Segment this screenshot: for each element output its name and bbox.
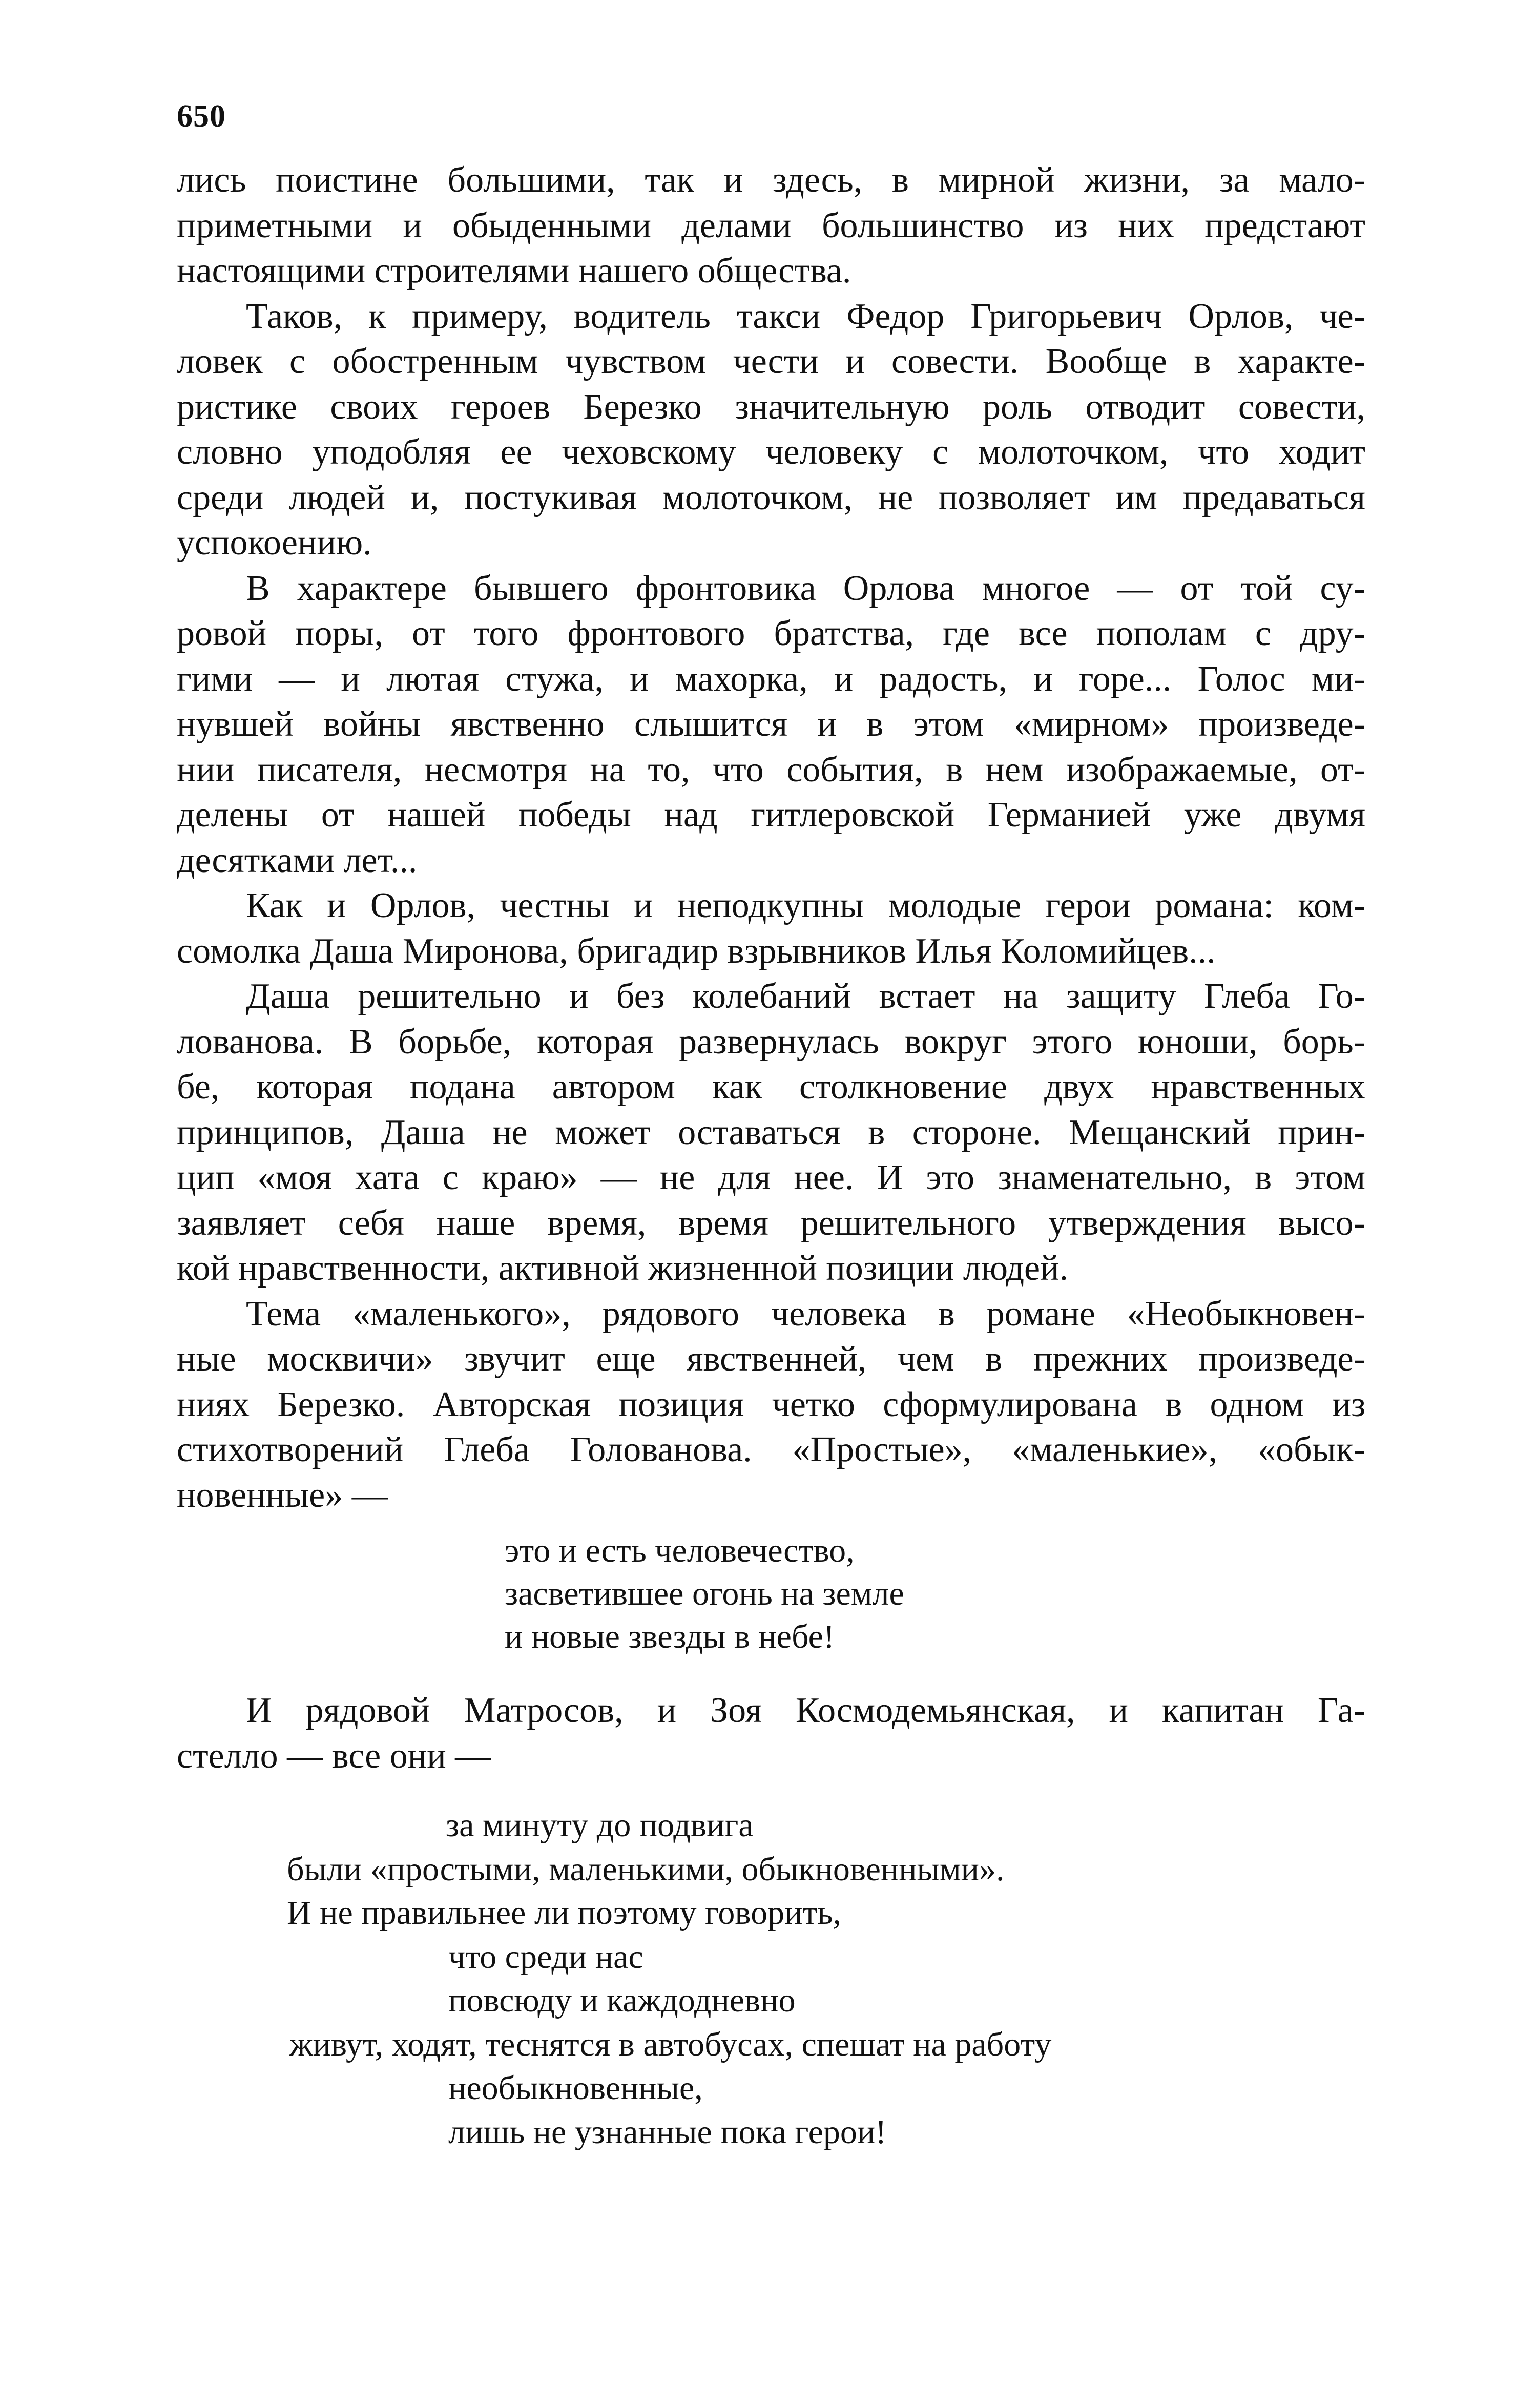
verse-line: лишь не узнанные пока герои! [448,2113,887,2151]
text-line: лованова. В борьбе, которая развернулась вокруг этого юноши, борь- [177,1022,1365,1062]
text-line: стихотворений Глеба Голованова. «Простые», «маленькие», «обык- [177,1430,1365,1469]
text-line: гими — и лютая стужа, и махорка, и радость, и горе... Голос ми- [177,659,1365,699]
verse-line: повсюду и каждодневно [448,1982,796,2019]
text-line: ровой поры, от того фронтового братства, где все пополам с дру- [177,614,1365,653]
text-line: десятками лет... [177,840,418,880]
verse-line: и новые звезды в небе! [505,1618,835,1655]
paragraph [177,158,1365,294]
text-line: Тема «маленького», рядового человека в романе «Необыкновен- [246,1294,1365,1334]
verse-quote-two [177,1803,1365,2154]
text-line: лись поистине большими, так и здесь, в мирной жизни, за мало- [177,160,1365,200]
text-line: И рядовой Матросов, и Зоя Космодемьянская, и капитан Га- [246,1691,1365,1730]
verse-quote-one [505,1529,904,1658]
text-line: успокоению. [177,523,372,563]
verse-line: это и есть человечество, [505,1532,855,1569]
text-line: Как и Орлов, честны и неподкупны молодые герои романа: ком- [246,886,1365,925]
text-line: заявляет себя наше время, время решительного утверждения высо- [177,1203,1365,1243]
verse-line: засветившее огонь на земле [505,1575,904,1612]
verse-line: за минуту до подвига [446,1807,754,1844]
paragraph-after-verse [177,1688,1365,1779]
text-line: бе, которая подана автором как столкновение двух нравственных [177,1067,1365,1107]
text-line: ристике своих героев Березко значительную роль отводит совести, [177,387,1365,427]
text-line: кой нравственности, активной жизненной позиции людей. [177,1249,1069,1288]
text-line: нии писателя, несмотря на то, что события, в нем изображаемые, от- [177,750,1365,790]
text-line: принципов, Даша не может оставаться в стороне. Мещанский прин- [177,1112,1365,1152]
verse-line: были «простыми, маленькими, обыкновенными». [287,1850,1005,1888]
text-line: цип «моя хата с краю» — не для нее. И это знаменательно, в этом [177,1158,1365,1197]
text-line: делены от нашей победы над гитлеровской Германией уже двумя [177,795,1365,835]
text-line: словно уподобляя ее чеховскому человеку с молоточком, что ходит [177,432,1365,472]
paragraph [177,294,1365,566]
text-line: ниях Березко. Авторская позиция четко сформулирована в одном из [177,1384,1365,1424]
text-line: ные москвичи» звучит еще явственней, чем в прежних произведе- [177,1339,1365,1379]
text-line: приметными и обыденными делами большинство из них предстают [177,205,1365,245]
text-line: стелло — все они — [177,1736,491,1776]
text-line: сомолка Даша Миронова, бригадир взрывников Илья Коломийцев... [177,931,1216,971]
text-line: В характере бывшего фронтовика Орлова многое — от той су- [246,568,1365,608]
text-line: ловек с обостренным чувством чести и совести. Вообще в характе- [177,342,1365,381]
text-line: Даша решительно и без колебаний встает на защиту Глеба Го- [246,977,1365,1016]
verse-line: И не правильнее ли поэтому говорить, [287,1894,841,1932]
verse-line: что среди нас [448,1938,643,1976]
verse-line: необыкновенные, [448,2069,703,2107]
body-text [177,158,1365,1518]
text-line: нувшей войны явственно слышится и в этом «мирном» произведе- [177,704,1365,744]
text-line: новенные» — [177,1475,388,1515]
page-number: 650 [177,99,226,134]
paragraph [177,974,1365,1292]
paragraph [177,1292,1365,1519]
paragraph [177,883,1365,974]
verse-line: живут, ходят, теснятся в автобусах, спешат на работу [289,2025,1052,2063]
text-line: Таков, к примеру, водитель такси Федор Григорьевич Орлов, че- [246,296,1365,336]
paragraph [177,566,1365,884]
text-line: среди людей и, постукивая молоточком, не позволяет им предаваться [177,478,1365,517]
text-line: настоящими строителями нашего общества. [177,251,851,290]
